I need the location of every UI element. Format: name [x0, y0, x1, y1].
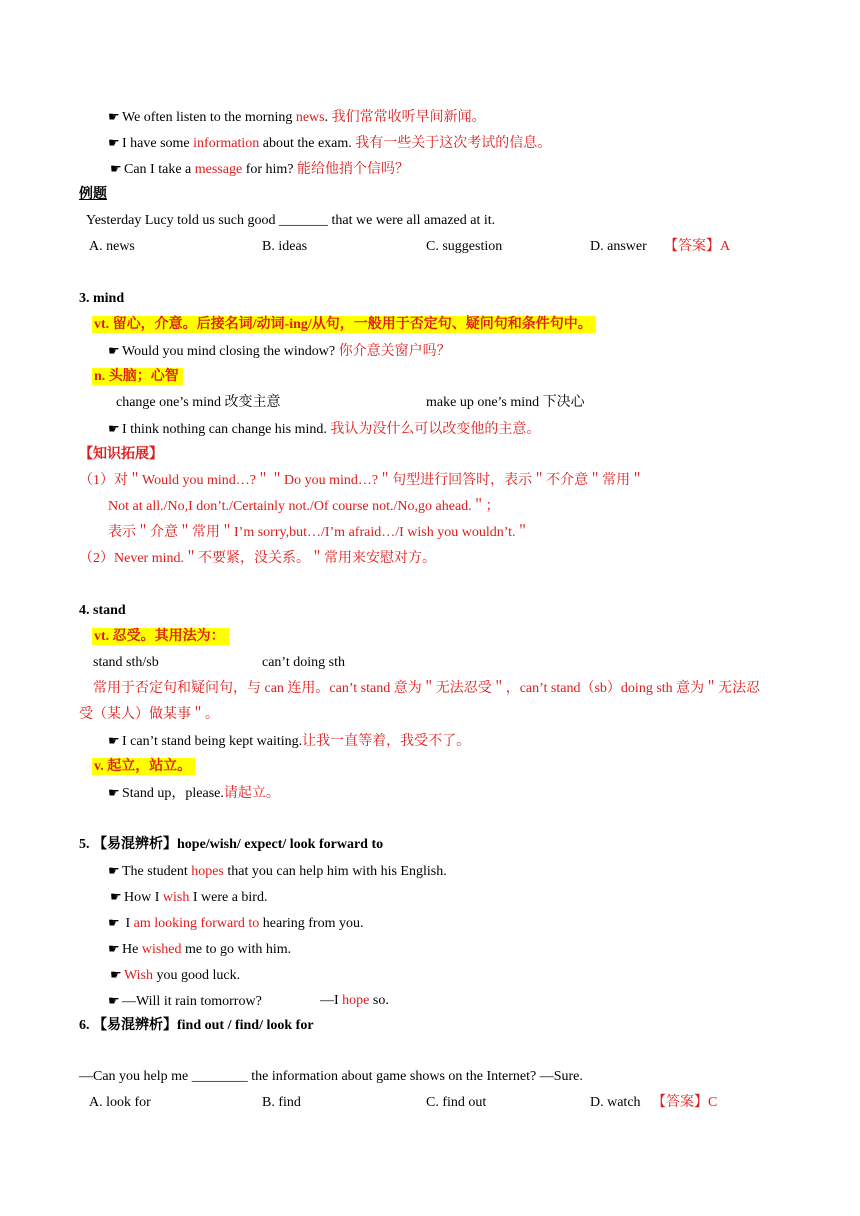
usage: can’t doing sth	[262, 655, 345, 670]
definition-vt: vt. 忍受。其用法为：	[92, 628, 229, 646]
example-sentence: ☛ Can I take a message for him? 能给他捎个信吗？	[110, 161, 410, 177]
usage-row	[0, 654, 860, 672]
definition-n: n. 头脑；心智	[92, 368, 183, 386]
option-c: C. suggestion	[426, 239, 503, 254]
pointing-hand-icon: ☛	[108, 785, 120, 800]
phrase-row	[0, 394, 860, 412]
usage-note: 常用于否定句和疑问句，与 can 连用。can’t stand 意为＂无法忍受＂，can’t stand（sb）doing sth 意为＂无法忍	[93, 681, 761, 696]
pointing-hand-icon: ☛	[108, 135, 120, 150]
option-a: A. news	[89, 239, 135, 254]
pointing-hand-icon: ☛	[108, 915, 120, 930]
option-b: B. ideas	[262, 239, 308, 254]
usage: stand sth/sb	[93, 655, 159, 670]
phrase: make up one’s mind 下决心	[426, 395, 585, 410]
expansion-text: （1）对＂Would you mind…?＂＂Do you mind…?＂句型进行回答时，表示＂不介意＂常用＂	[79, 473, 645, 488]
example-sentence: ☛ He wished me to go with him.	[108, 941, 292, 957]
options-row	[0, 1094, 860, 1112]
question-text: —Can you help me ________ the information about game shows on the Internet? —Sure.	[79, 1069, 583, 1084]
pointing-hand-icon: ☛	[110, 967, 122, 982]
option-d: D. watch	[590, 1095, 641, 1110]
expansion-text: （2）Never mind.＂不要紧，没关系。＂常用来安慰对方。	[79, 551, 436, 566]
example-sentence: ☛ The student hopes that you can help him with his English.	[108, 863, 447, 879]
example-sentence: ☛ Would you mind closing the window? 你介意关窗户吗？	[108, 343, 451, 359]
pointing-hand-icon: ☛	[108, 109, 120, 124]
options-row	[0, 238, 860, 256]
phrase: change one’s mind 改变主意	[116, 395, 281, 410]
pointing-hand-icon: ☛	[108, 421, 120, 436]
pointing-hand-icon: ☛	[108, 863, 120, 878]
section-heading: 5. 【易混辨析】hope/wish/ expect/ look forward to	[79, 837, 384, 852]
pointing-hand-icon: ☛	[110, 161, 122, 176]
pointing-hand-icon: ☛	[108, 941, 120, 956]
example-sentence: ☛ We often listen to the morning news. 我们常常收听早间新闻。	[108, 109, 486, 125]
option-d: D. answer	[590, 239, 647, 254]
option-c: C. find out	[426, 1095, 487, 1110]
section-heading: 6. 【易混辨析】find out / find/ look for	[79, 1018, 314, 1033]
pointing-hand-icon: ☛	[108, 343, 120, 358]
expansion-text: 表示＂介意＂常用＂I’m sorry,but…/I’m afraid…/I wish you wouldn’t.＂	[108, 525, 530, 540]
example-sentence: ☛ I can’t stand being kept waiting.让我一直等着，我受不了。	[108, 733, 471, 749]
section-heading: 4. stand	[79, 603, 126, 618]
option-b: B. find	[262, 1095, 301, 1110]
definition-v: v. 起立，站立。	[92, 758, 195, 776]
section-heading: 3. mind	[79, 291, 125, 306]
knowledge-expansion-label: 【知识拓展】	[79, 447, 163, 462]
example-sentence: ☛ I am looking forward to hearing from you.	[108, 915, 364, 931]
pointing-hand-icon: ☛	[108, 993, 120, 1008]
expansion-text: Not at all./No,I don’t./Certainly not./Of course not./No,go ahead.＂；	[108, 499, 500, 514]
definition-vt: vt. 留心，介意。后接名词/动词-ing/从句，一般用于否定句、疑问句和条件句中。	[92, 316, 596, 334]
example-sentence: ☛ Wish you good luck.	[110, 967, 241, 983]
example-dialogue: ☛ —Will it rain tomorrow? —I hope so.	[108, 993, 389, 1009]
answer-label: 【答案】A	[664, 239, 731, 254]
answer-label: 【答案】C	[652, 1095, 718, 1110]
option-a: A. look for	[89, 1095, 151, 1110]
example-sentence: ☛ Stand up，please.请起立。	[108, 785, 280, 801]
pointing-hand-icon: ☛	[108, 733, 120, 748]
example-sentence: ☛ I think nothing can change his mind. 我认为没什么可以改变他的主意。	[108, 421, 541, 437]
example-label: 例题	[79, 187, 107, 202]
usage-note: 受（某人）做某事＂。	[79, 707, 219, 722]
pointing-hand-icon: ☛	[110, 889, 122, 904]
question-text: Yesterday Lucy told us such good _______ that we were all amazed at it.	[86, 213, 496, 228]
example-sentence: ☛ How I wish I were a bird.	[110, 889, 268, 905]
example-sentence: ☛ I have some information about the exam. 我有一些关于这次考试的信息。	[108, 135, 552, 151]
